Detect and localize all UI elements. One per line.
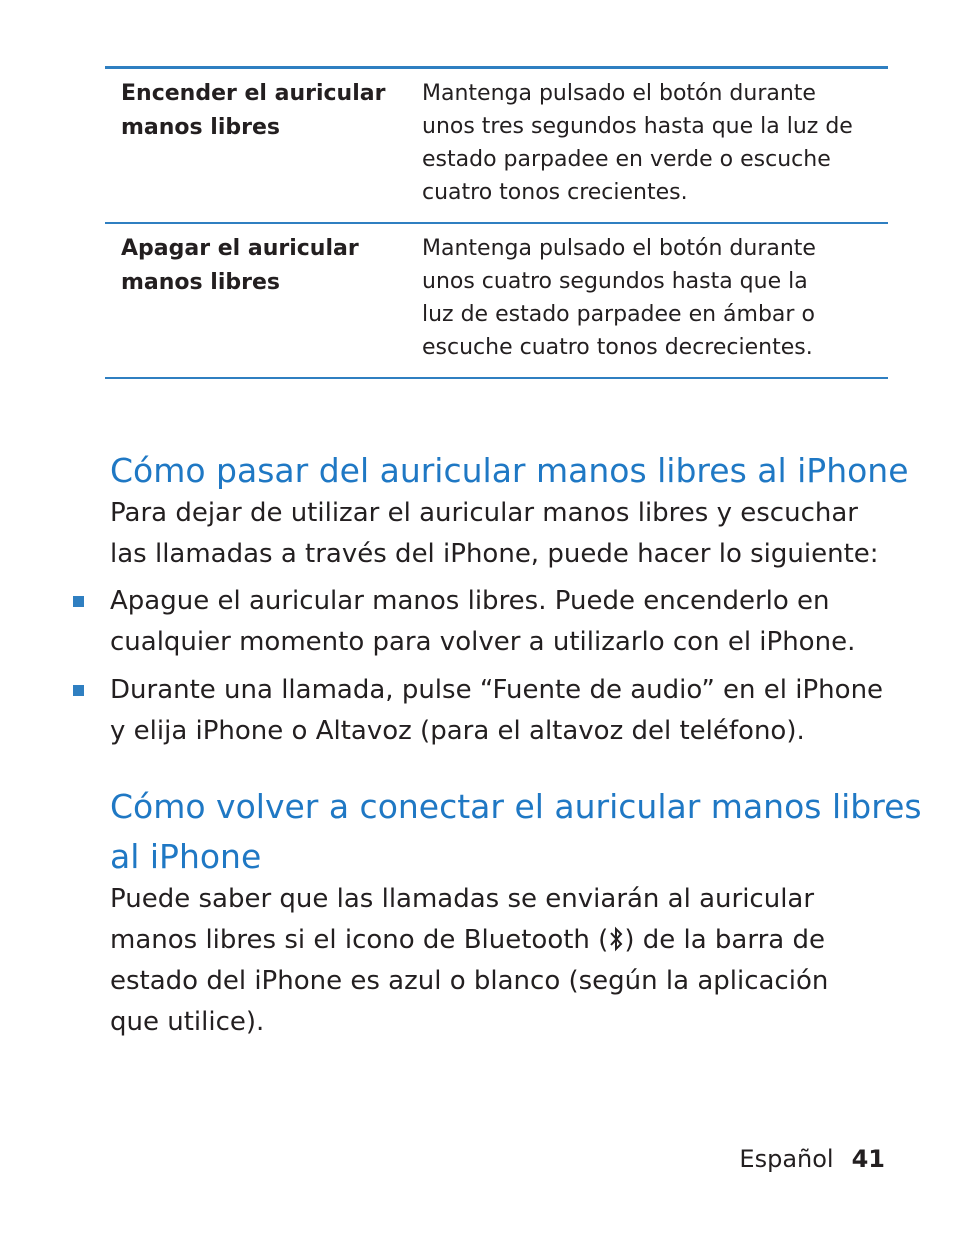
section-heading: Cómo pasar del auricular manos libres al iPhone	[110, 451, 909, 490]
table-row	[105, 69, 888, 224]
list-item-text: Apague el auricular manos libres. Puede encenderlo en cualquier momento para volver a utilizarlo con el iPhone.	[110, 586, 856, 657]
bluetooth-icon	[608, 926, 624, 952]
table-cell-description: Mantenga pulsado el botón durante unos cuatro segundos hasta que la luz de estado parpadee en ámbar o escuche cuatro tonos decrecientes.	[422, 236, 816, 360]
instructions-table	[105, 66, 888, 379]
section-body-text: ) de la barra de estado del iPhone es azul o blanco (según la aplicación que utilice).	[110, 925, 829, 1037]
table-cell-description: Mantenga pulsado el botón durante unos tres segundos hasta que la luz de estado parpadee en verde o escuche cuatro tonos crecientes.	[422, 81, 853, 205]
section-heading: Cómo volver a conectar el auricular manos libres al iPhone	[110, 787, 922, 876]
bullet-square-icon	[73, 685, 84, 696]
footer-language: Español	[739, 1145, 834, 1173]
page-number: 41	[851, 1145, 885, 1173]
page-footer	[739, 1140, 885, 1178]
section-body	[110, 879, 828, 1043]
section-intro: Para dejar de utilizar el auricular manos libres y escuchar las llamadas a través del iPhone, puede hacer lo siguiente:	[110, 498, 879, 569]
bullet-square-icon	[73, 596, 84, 607]
list-item-text: Durante una llamada, pulse “Fuente de audio” en el iPhone y elija iPhone o Altavoz (para el altavoz del teléfono).	[110, 675, 884, 746]
table-cell-action: Encender el auricular manos libres	[121, 81, 386, 140]
section-body-text: Puede saber que las llamadas se enviarán al auricular manos libres si el icono de Bluetooth (	[110, 884, 815, 955]
table-cell-action: Apagar el auricular manos libres	[121, 236, 359, 295]
table-row	[105, 224, 888, 379]
